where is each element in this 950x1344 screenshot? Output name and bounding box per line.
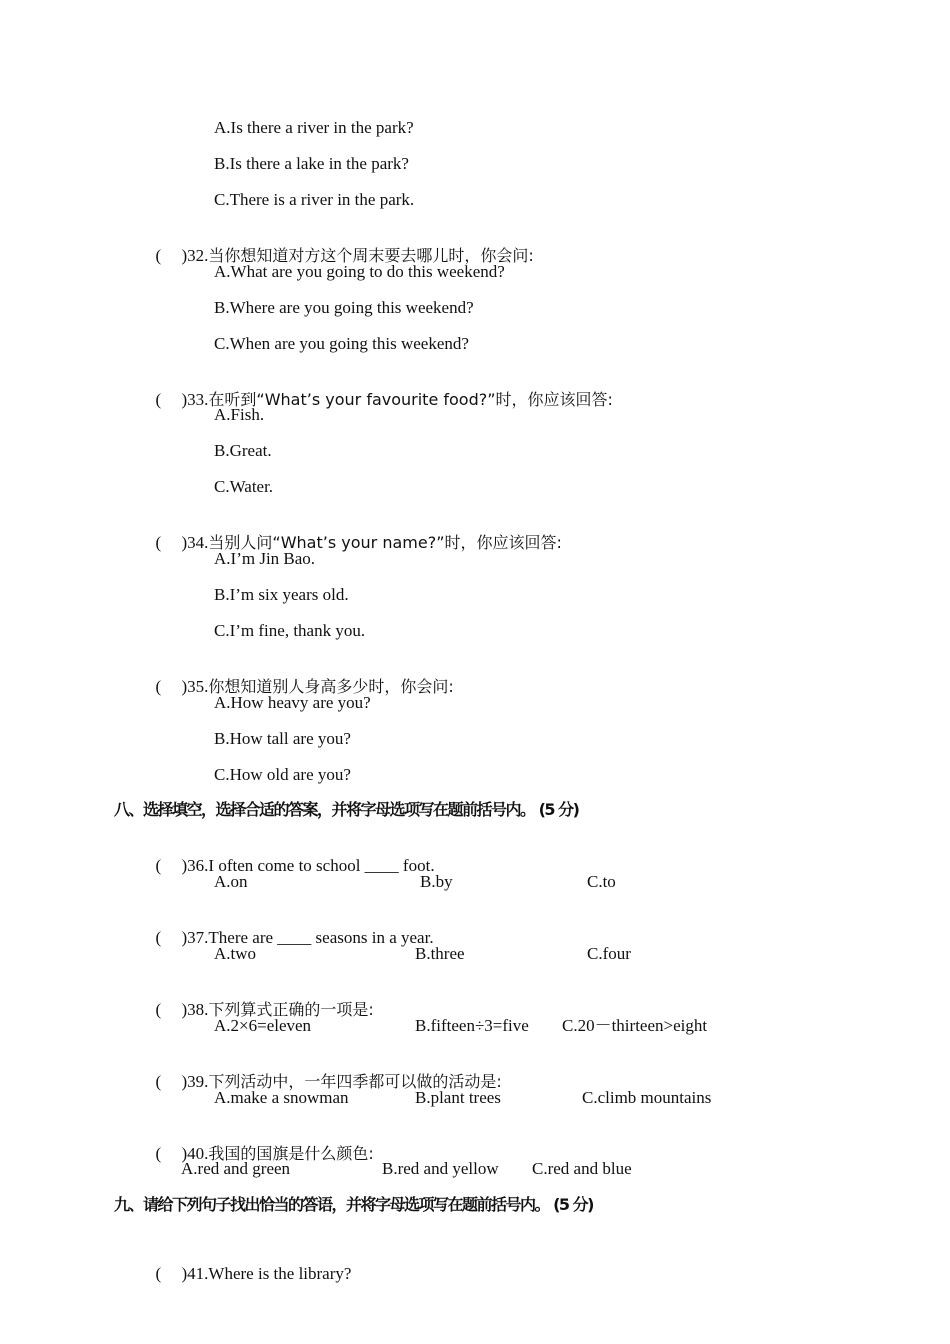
q38-option-a: A.2×6=eleven — [214, 1016, 312, 1035]
answer-blank[interactable]: ( — [155, 1144, 162, 1163]
q38-option-b: B.fifteen÷3=five — [415, 1016, 529, 1035]
q35-option-b: B.How tall are you? — [214, 729, 351, 748]
answer-blank[interactable]: ( — [155, 533, 162, 552]
question-number: )40. — [181, 1144, 209, 1163]
answer-blank[interactable]: ( — [155, 246, 162, 265]
question-40 — [147, 1124, 374, 1164]
question-text: I often come to school ____ foot. — [208, 856, 435, 875]
q39-option-a: A.make a snowman — [214, 1088, 349, 1107]
question-text: 我国的国旗是什么颜色: — [208, 1144, 374, 1163]
q34-option-b: B.I’m six years old. — [214, 585, 349, 604]
q35-option-c: C.How old are you? — [214, 765, 351, 784]
q34-option-a: A.I’m Jin Bao. — [214, 549, 316, 568]
q32-option-b: B.Where are you going this weekend? — [214, 298, 474, 317]
q32-option-a: A.What are you going to do this weekend? — [214, 262, 505, 281]
question-number: )39. — [181, 1072, 209, 1091]
q40-option-c: C.red and blue — [532, 1159, 632, 1178]
question-number: )35. — [181, 677, 209, 696]
q38-option-c: C.20－thirteen>eight — [562, 1016, 708, 1035]
question-number: )37. — [181, 928, 209, 947]
question-text: 当别人问“What’s your name?”时，你应该回答: — [208, 533, 562, 552]
question-text: There are ____ seasons in a year. — [208, 928, 434, 947]
question-text: 当你想知道对方这个周末要去哪儿时，你会问: — [208, 246, 534, 265]
q32-option-c: C.When are you going this weekend? — [214, 334, 469, 353]
question-number: )41. — [181, 1264, 209, 1283]
q37-option-a: A.two — [214, 944, 257, 963]
q31-option-a: A.Is there a river in the park? — [214, 118, 414, 137]
answer-blank[interactable]: ( — [155, 1072, 162, 1091]
question-33 — [147, 370, 613, 410]
q34-option-c: C.I’m fine, thank you. — [214, 621, 366, 640]
q40-option-b: B.red and yellow — [382, 1159, 499, 1178]
question-38 — [147, 980, 374, 1020]
q33-option-b: B.Great. — [214, 441, 272, 460]
section-9-heading: 九、请给下列句子找出恰当的答语，并将字母选项写在题前括号内。 (5 分) — [114, 1195, 593, 1214]
question-text: 下列活动中，一年四季都可以做的活动是: — [208, 1072, 502, 1091]
question-text: 你想知道别人身高多少时，你会问: — [208, 677, 454, 696]
section-8-heading: 八、选择填空，选择合适的答案，并将字母选项写在题前括号内。 (5 分) — [114, 800, 579, 819]
answer-blank[interactable]: ( — [155, 677, 162, 696]
question-35 — [147, 657, 454, 697]
question-text: Where is the library? — [208, 1264, 352, 1283]
q37-option-b: B.three — [415, 944, 465, 963]
q33-option-c: C.Water. — [214, 477, 274, 496]
q31-option-c: C.There is a river in the park. — [214, 190, 415, 209]
answer-blank[interactable]: ( — [155, 1000, 162, 1019]
question-number: )38. — [181, 1000, 209, 1019]
q39-option-b: B.plant trees — [415, 1088, 501, 1107]
q39-option-c: C.climb mountains — [582, 1088, 712, 1107]
q37-option-c: C.four — [587, 944, 631, 963]
q33-option-a: A.Fish. — [214, 405, 265, 424]
question-number: )36. — [181, 856, 209, 875]
answer-blank[interactable]: ( — [155, 928, 162, 947]
q36-option-b: B.by — [420, 872, 453, 891]
question-41 — [147, 1244, 351, 1284]
q36-option-a: A.on — [214, 872, 248, 891]
question-number: )34. — [181, 533, 209, 552]
question-text: 下列算式正确的一项是: — [208, 1000, 374, 1019]
question-number: )32. — [181, 246, 209, 265]
question-text: 在听到“What’s your favourite food?”时，你应该回答: — [208, 390, 613, 409]
answer-blank[interactable]: ( — [155, 1264, 162, 1283]
answer-blank[interactable]: ( — [155, 856, 162, 875]
question-number: )33. — [181, 390, 209, 409]
question-34 — [147, 513, 562, 553]
question-39 — [147, 1052, 502, 1092]
question-37 — [147, 908, 434, 948]
question-32 — [147, 226, 534, 266]
q35-option-a: A.How heavy are you? — [214, 693, 371, 712]
q36-option-c: C.to — [587, 872, 616, 891]
q31-option-b: B.Is there a lake in the park? — [214, 154, 409, 173]
answer-blank[interactable]: ( — [155, 390, 162, 409]
q40-option-a: A.red and green — [181, 1159, 291, 1178]
question-36 — [147, 836, 435, 876]
